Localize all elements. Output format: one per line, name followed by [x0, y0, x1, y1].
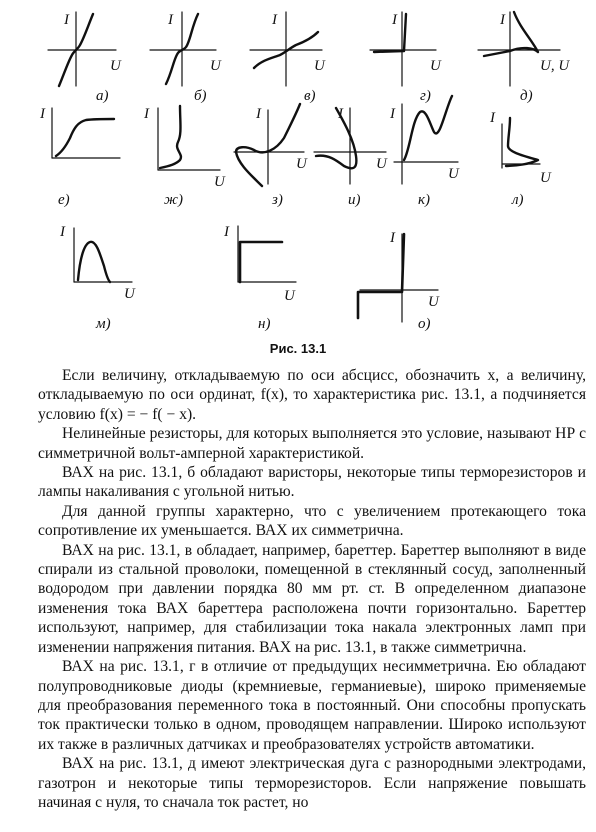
paragraph: ВАХ на рис. 13.1, б обладают варисторы, некоторые типы терморезисторов и лампы накаливания с угольной нитью.	[38, 464, 586, 501]
panel-label-k: к)	[418, 192, 431, 208]
figure	[0, 0, 596, 338]
panel-e	[52, 108, 120, 158]
panel-label-l: л)	[512, 192, 524, 208]
panel-label-v: в)	[304, 88, 316, 104]
body-text	[38, 366, 586, 812]
axis-label-i-k: I	[390, 106, 395, 122]
panel-label-i: и)	[348, 192, 361, 208]
panel-v	[250, 12, 322, 86]
axis-label-u-v: U	[314, 58, 325, 74]
axis-label-i-d: I	[500, 12, 505, 28]
axis-label-i-v: I	[272, 12, 277, 28]
axis-label-u-m: U	[124, 286, 135, 302]
axis-label-u-l: U	[540, 170, 551, 186]
panel-label-a: а)	[96, 88, 109, 104]
panel-o	[358, 234, 438, 322]
axis-label-u-o: U	[428, 294, 439, 310]
paragraph: Нелинейные резисторы, для которых выполняется это условие, называют НР с симметричной вольт-амперной характеристикой.	[38, 425, 586, 462]
panel-label-g: г)	[420, 88, 431, 104]
axis-label-i-a: I	[64, 12, 69, 28]
axis-label-u-a: U	[110, 58, 121, 74]
axis-label-i-g: I	[392, 12, 397, 28]
panel-label-b: б)	[194, 88, 207, 104]
axis-label-u-n: U	[284, 288, 295, 304]
axis-label-u-i: U	[376, 156, 387, 172]
panel-zh	[158, 106, 220, 170]
panel-z	[234, 104, 304, 186]
panel-label-o: о)	[418, 316, 431, 332]
paragraph: ВАХ на рис. 13.1, в обладает, например, бареттер. Бареттер выполняют в виде спирали из стальной проволоки, помещенной в стеклянный сосуд, заполненный водородом при давлении порядка 80 мм рт. ст. В определенном диапазоне изменения тока ВАХ бареттера расположена почти горизонтально. Бареттер используют, например, для стабилизации тока накала электронных ламп при изменении напряжения питания. ВАХ на рис. 13.1, в также симметрична.	[38, 541, 586, 656]
axis-label-i-n: I	[224, 224, 229, 240]
axis-label-i-zh: I	[144, 106, 149, 122]
panel-label-z: з)	[272, 192, 283, 208]
axis-label-u-k: U	[448, 166, 459, 182]
panel-a	[48, 12, 116, 86]
panel-d	[478, 12, 560, 86]
panel-l	[502, 118, 540, 168]
panel-label-m: м)	[96, 316, 111, 332]
axis-label-i-l: I	[490, 110, 495, 126]
panel-label-n: н)	[258, 316, 271, 332]
axis-label-i-z: I	[256, 106, 261, 122]
panel-g	[370, 12, 436, 86]
axis-label-i-i: I	[338, 106, 343, 122]
axis-label-u-z: U	[296, 156, 307, 172]
panel-n	[238, 226, 296, 282]
panel-label-zh: ж)	[164, 192, 183, 208]
axis-label-i-e: I	[40, 106, 45, 122]
axis-label-u-g: U	[430, 58, 441, 74]
paragraph: Для данной группы характерно, что с увеличением протекающего тока сопротивление их уменьшается. ВАХ их симметрична.	[38, 502, 586, 540]
paragraph: ВАХ на рис. 13.1, г в отличие от предыдущих несимметрична. Ею обладают полупроводниковые диоды (кремниевые, германиевые), широко применяемые для преобразования переменного тока в постоянный. Они способны пропускать ток практически только в одном, проводящем направлении. Широко используют их также в различных датчиках и преобразователях устройств автоматики.	[38, 658, 586, 753]
panel-label-e: е)	[58, 192, 70, 208]
panel-b	[150, 12, 216, 86]
axis-label-u-b: U	[210, 58, 221, 74]
axis-label-i-b: I	[168, 12, 173, 28]
panel-label-d: д)	[520, 88, 533, 104]
panel-m	[74, 228, 132, 282]
paragraph: Если величину, откладываемую по оси абсцисс, обозначить x, а величину, откладываемую по оси ординат, f(x), то характеристика рис. 13.1, а подчиняется условию f(x) = − f( − x).	[38, 367, 586, 423]
axis-label-u-zh: U	[214, 174, 225, 190]
axis-label-i-o: I	[390, 230, 395, 246]
panel-i	[314, 108, 386, 184]
axis-label-u-d: U, U	[540, 58, 570, 74]
paragraph: ВАХ на рис. 13.1, д имеют электрическая дуга с разнородными электродами, газотрон и некоторые типы терморезисторов. Если напряжение повышать начиная с нуля, то сначала ток растет, но	[38, 755, 586, 811]
axis-label-i-m: I	[60, 224, 65, 240]
figure-caption: Рис. 13.1	[269, 341, 327, 356]
